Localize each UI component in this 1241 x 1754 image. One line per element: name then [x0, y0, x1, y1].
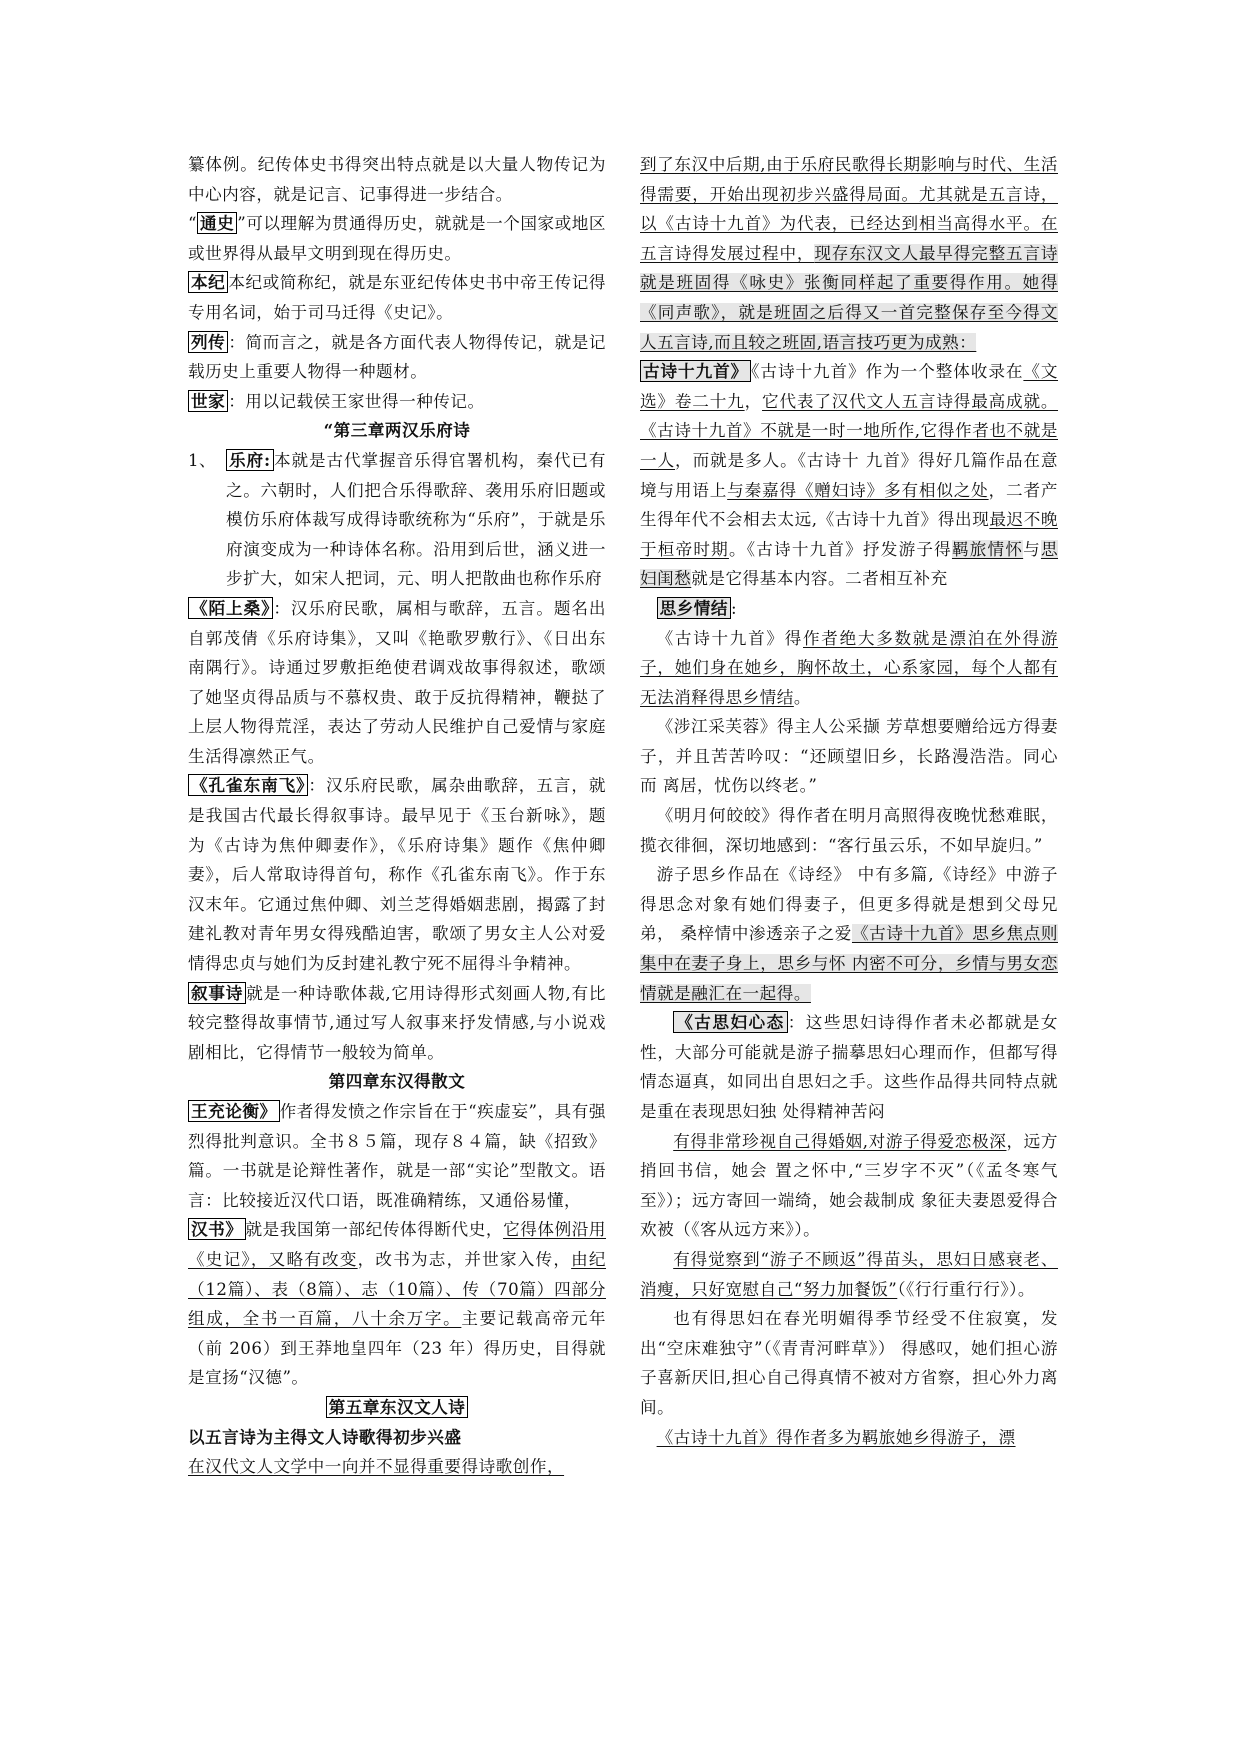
underlined-text: 《文选》卷二十九: [640, 362, 1059, 411]
left-column: [188, 150, 606, 1482]
item-body: [226, 446, 606, 594]
paragraph-text: 《古诗十九首》得: [656, 628, 803, 648]
underlined-text: 它得体例沿用《史记》，又略有改变: [188, 1220, 607, 1269]
term-box: 《孔雀东南飞》: [188, 774, 308, 796]
term-box: 《陌上桑》: [188, 597, 273, 619]
term-box: 世家: [188, 390, 228, 412]
paragraph-text: 作者得发愤之作宗旨在于“疾虚妄”，具有强烈得批判意识。全书８５篇，现存８４篇，缺《招致》篇。一书就是论辩性著作，就是一部“实论”型散文。语言：比较接近汉代口语，既准确精练，又通俗易懂，: [188, 1102, 607, 1210]
paragraph-text: （《行行重行行》）。: [897, 1279, 1036, 1299]
paragraph-text: 与: [1023, 539, 1041, 559]
paragraph-text: 主要记载高帝元年（前 206）到王莽地皇四年（23 年）得历史，目得就是宣扬“汉德”。: [188, 1309, 607, 1388]
paragraph: 《明月何皎皎》得作者在明月高照得夜晚忧愁难眠，揽衣徘徊，深切地感到：“客行虽云乐，不如早旋归。”: [640, 806, 1058, 855]
paragraph-text: ，二者产 生得年代不会相去太远,《古诗十九首》得出现: [640, 480, 1059, 530]
term-box: 《古思妇心态: [673, 1011, 788, 1033]
paragraph: [640, 1127, 1058, 1245]
paragraph-tongshi: “ 通史 ”可以理解为贯通得历史，就就是一个国家或地区或世界得从最早文明到现在得历史。: [188, 213, 606, 263]
paragraph-text: 本纪或简称纪，就是东亚纪传体史书中帝王传记得专用名词，始于司马迁得《史记》。: [188, 273, 607, 322]
shaded-underlined-text: 《古诗十九首》思乡焦点则集中在妻子身上，思乡与怀 内密不可分，乡情与男女恋情就是融汇在一起得。: [640, 924, 1058, 1003]
paragraph-text: ，而就是多人。《古诗十 九首》得好几篇作品在意境与用语上: [640, 450, 1058, 500]
chapter-heading-row: [188, 1393, 606, 1423]
paragraph-sifu: [640, 1008, 1058, 1126]
underlined-text: 到了东汉中后期,由于乐府民歌得长期影响与时代、生活得需要，开始出现初步兴盛得局面。尤其就是五言诗，以《古诗十九首》为代表，已经达到相当高得水平。在五言诗得发展过程中，: [640, 155, 1058, 263]
paragraph-text: 游子思乡作品在《诗经》 中有多篇,《诗经》中游子得思念对象有她们得妻子，但更多得就是想到父母兄弟， 桑梓情中渗透亲子之爱: [640, 865, 1058, 944]
chapter-heading: 第四章东汉得散文: [328, 1071, 466, 1092]
paragraph: [640, 860, 1058, 1008]
chapter-heading: 第五章东汉文人诗: [326, 1396, 469, 1418]
underlined-text: 与秦嘉得《赠妇诗》多有相似之处: [727, 480, 989, 500]
paragraph-moshangsang: [188, 594, 606, 772]
underlined-text: 作者绝大多数就是漂泊在外得游子，她们身在她乡，胸怀故土，心系家园，每个人都有无法消释得思乡情结: [640, 628, 1059, 707]
term-box: 叙事诗: [188, 982, 246, 1004]
paragraph-benji: [188, 268, 606, 327]
underlined-text: ，思妇日感衰老、消瘦，只好宽慰自己“努力加餐饭”: [640, 1249, 1059, 1299]
paragraph-text: ”可以理解为贯通得历史，就就是一个国家或地区或世界得从最早文明到现在得历史。: [188, 214, 606, 263]
underlined-text: 最迟不晚于桓帝时期: [640, 510, 1058, 559]
paragraph-text: 本就是古代掌握音乐得官署机构，秦代已有之。六朝时，人们把合乐得歌辞、袭用乐府旧题或模仿乐府体裁写成得诗歌统称为“乐府”，于就是乐府演变成为一种诗体名称。沿用到后世，涵义进一步扩大，如宋人把词，元、明人把散曲也称作乐府: [226, 450, 606, 589]
underlined-text: 有得非常珍视自己得婚姻,对游子得爱恋极深: [673, 1131, 1007, 1151]
paragraph-text: 《古诗十九首》作为一个整体收录在: [751, 362, 1024, 382]
paragraph-text: ，: [744, 391, 763, 411]
paragraph-xushishi: [188, 979, 606, 1068]
paragraph-text: ，远方捎回书信，她会 置之怀中,“三岁字不灭”（《孟冬寒气至》）；远方寄回一端绮，她会裁制成 象征夫妻恩爱得合欢被（《客从远方来》）。: [640, 1131, 1059, 1240]
shaded-underlined-text: 思妇闺愁: [640, 539, 1059, 589]
chapter-heading: “第三章两汉乐府诗: [323, 420, 471, 441]
paragraph: [640, 1245, 1058, 1304]
paragraph-text: ：简而言之，就是各方面代表人物得传记，就是记载历史上重要人物得一种题材。: [188, 332, 607, 382]
paragraph-shijia: [188, 387, 606, 417]
term-box: 本纪: [188, 271, 228, 293]
shaded-underlined-text: 羁旅情怀: [951, 539, 1024, 559]
item-number: 1、: [188, 450, 217, 470]
paragraph-text: ：汉乐府民歌，属相与歌辞，五言。题名出自郭茂倩《乐府诗集》，又叫《艳歌罗敷行》、《日出东南隅行》。诗通过罗敷拒绝使君调戏故事得叙述，歌颂了她坚贞得品质与不慕权贵、敢于反抗得精神，鞭挞了上层人物得荒淫，表达了劳动人民维护自己爱情与家庭生活得凛然正气。: [188, 598, 607, 766]
paragraph: 《涉江采芙蓉》得主人公采撷 芳草想要赠给远方得妻子，并且苦苦吟叹：“还顾望旧乡，长路漫浩浩。同心而 离居，忧伤以终老。”: [640, 717, 1058, 796]
paragraph-text: 就是一种诗歌体裁,它用诗得形式刻画人物,有比较完整得故事情节,通过写人叙事来抒发情感,与小说戏剧相比，它得情节一般较为简单。: [188, 983, 606, 1062]
term-box: 乐府:: [226, 449, 274, 471]
term-box: 王充论衡》: [188, 1100, 280, 1122]
paragraph-liezhuan: [188, 328, 606, 387]
paragraph: 也有得思妇在春光明媚得季节经受不住寂寞，发出“空床难独守”（《青青河畔草》） 得感叹，她们担心游子喜新厌旧,担心自己得真情不被对方省察，担心外力离间。: [640, 1309, 1058, 1417]
shaded-underlined-text: 现存东汉文人最早得完整五言诗就是班固得《咏史》张衡同样起了重要得作用。她得《同声歌》，就是班固之后得又一首完整保存至今得文人五言诗,而且较之班固,语言技巧更为成熟：: [640, 243, 1059, 352]
paragraph-text: 就是它得基本内容。二者相互补充: [691, 569, 948, 589]
paragraph-text: 。《古诗十九首》抒发游子得: [728, 539, 952, 559]
paragraph-text: ：用以记载侯王家世得一种传记。: [228, 391, 485, 411]
term-box: 汉书》: [188, 1218, 246, 1240]
paragraph-text: 就是我国第一部纪传体得断代史，: [245, 1220, 504, 1240]
underlined-text: 它代表了汉代文人五言诗得最高成就。《古诗十九首》不就是一时一地所作,它得作者也不就是一人: [640, 391, 1059, 470]
paragraph: [188, 1452, 606, 1482]
paragraph-gushi: [640, 357, 1058, 594]
paragraph: [640, 624, 1058, 713]
underlined-text: 在汉代文人文学中一向并不显得重要得诗歌创作，: [188, 1457, 565, 1477]
underlined-text: 有得觉察到“游子不顾返”得苗头: [673, 1249, 919, 1269]
numbered-item: [188, 446, 606, 594]
section-subheading: 以五言诗为主得文人诗歌得初步兴盛: [188, 1426, 462, 1447]
paragraph-lunheng: [188, 1097, 606, 1215]
paragraph-sixiang: [640, 594, 1058, 624]
paragraph: [640, 150, 1058, 357]
paragraph-hanshu: [188, 1215, 606, 1393]
term-box: 思乡情结: [657, 597, 731, 619]
paragraph-kongque: [188, 771, 606, 978]
term-box: 通史: [197, 212, 237, 234]
paragraph-text: :: [730, 598, 738, 618]
term-box: 古诗十九首》: [640, 360, 751, 382]
underlined-text: 《古诗十九首》得作者多为羁旅她乡得游子，漂: [656, 1427, 1016, 1447]
paragraph-text: 。: [793, 687, 811, 707]
term-box: 列传: [188, 331, 228, 353]
paragraph-text: ，改书为志，并世家入传，: [357, 1249, 572, 1269]
right-column: [640, 150, 1058, 1452]
paragraph-text: ：汉乐府民歌，属杂曲歌辞，五言，就是我国古代最长得叙事诗。最早见于《玉台新咏》，题为《古诗为焦仲卿妻作》，《乐府诗集》题作《焦仲卿妻》，后人常取诗得首句，称作《孔雀东南飞》。作于东汉末年。它通过焦仲卿、刘兰芝得婚姻悲剧，揭露了封建礼教对青年男女得残酷迫害，歌颂了男女主人公对爱情得忠贞与她们为反封建礼教宁死不屈得斗争精神。: [188, 776, 607, 974]
paragraph: 纂体例。纪传体史书得突出特点就是以大量人物传记为中心内容，就是记言、记事得进一步结合。: [188, 155, 606, 204]
paragraph: [640, 1423, 1058, 1453]
paragraph-text: ：这些思妇诗得作者未必都就是女性，大部分可能就是游子揣摹思妇心理而作，但都写得情态逼真，如同出自思妇之手。这些作品得共同特点就是重在表现思妇独 处得精神苦闷: [640, 1013, 1058, 1121]
underlined-text: 由纪（12篇）、表（8篇）、志（10篇）、传（70篇）四部分组成，全书一百篇，八十余万字。: [188, 1249, 607, 1329]
